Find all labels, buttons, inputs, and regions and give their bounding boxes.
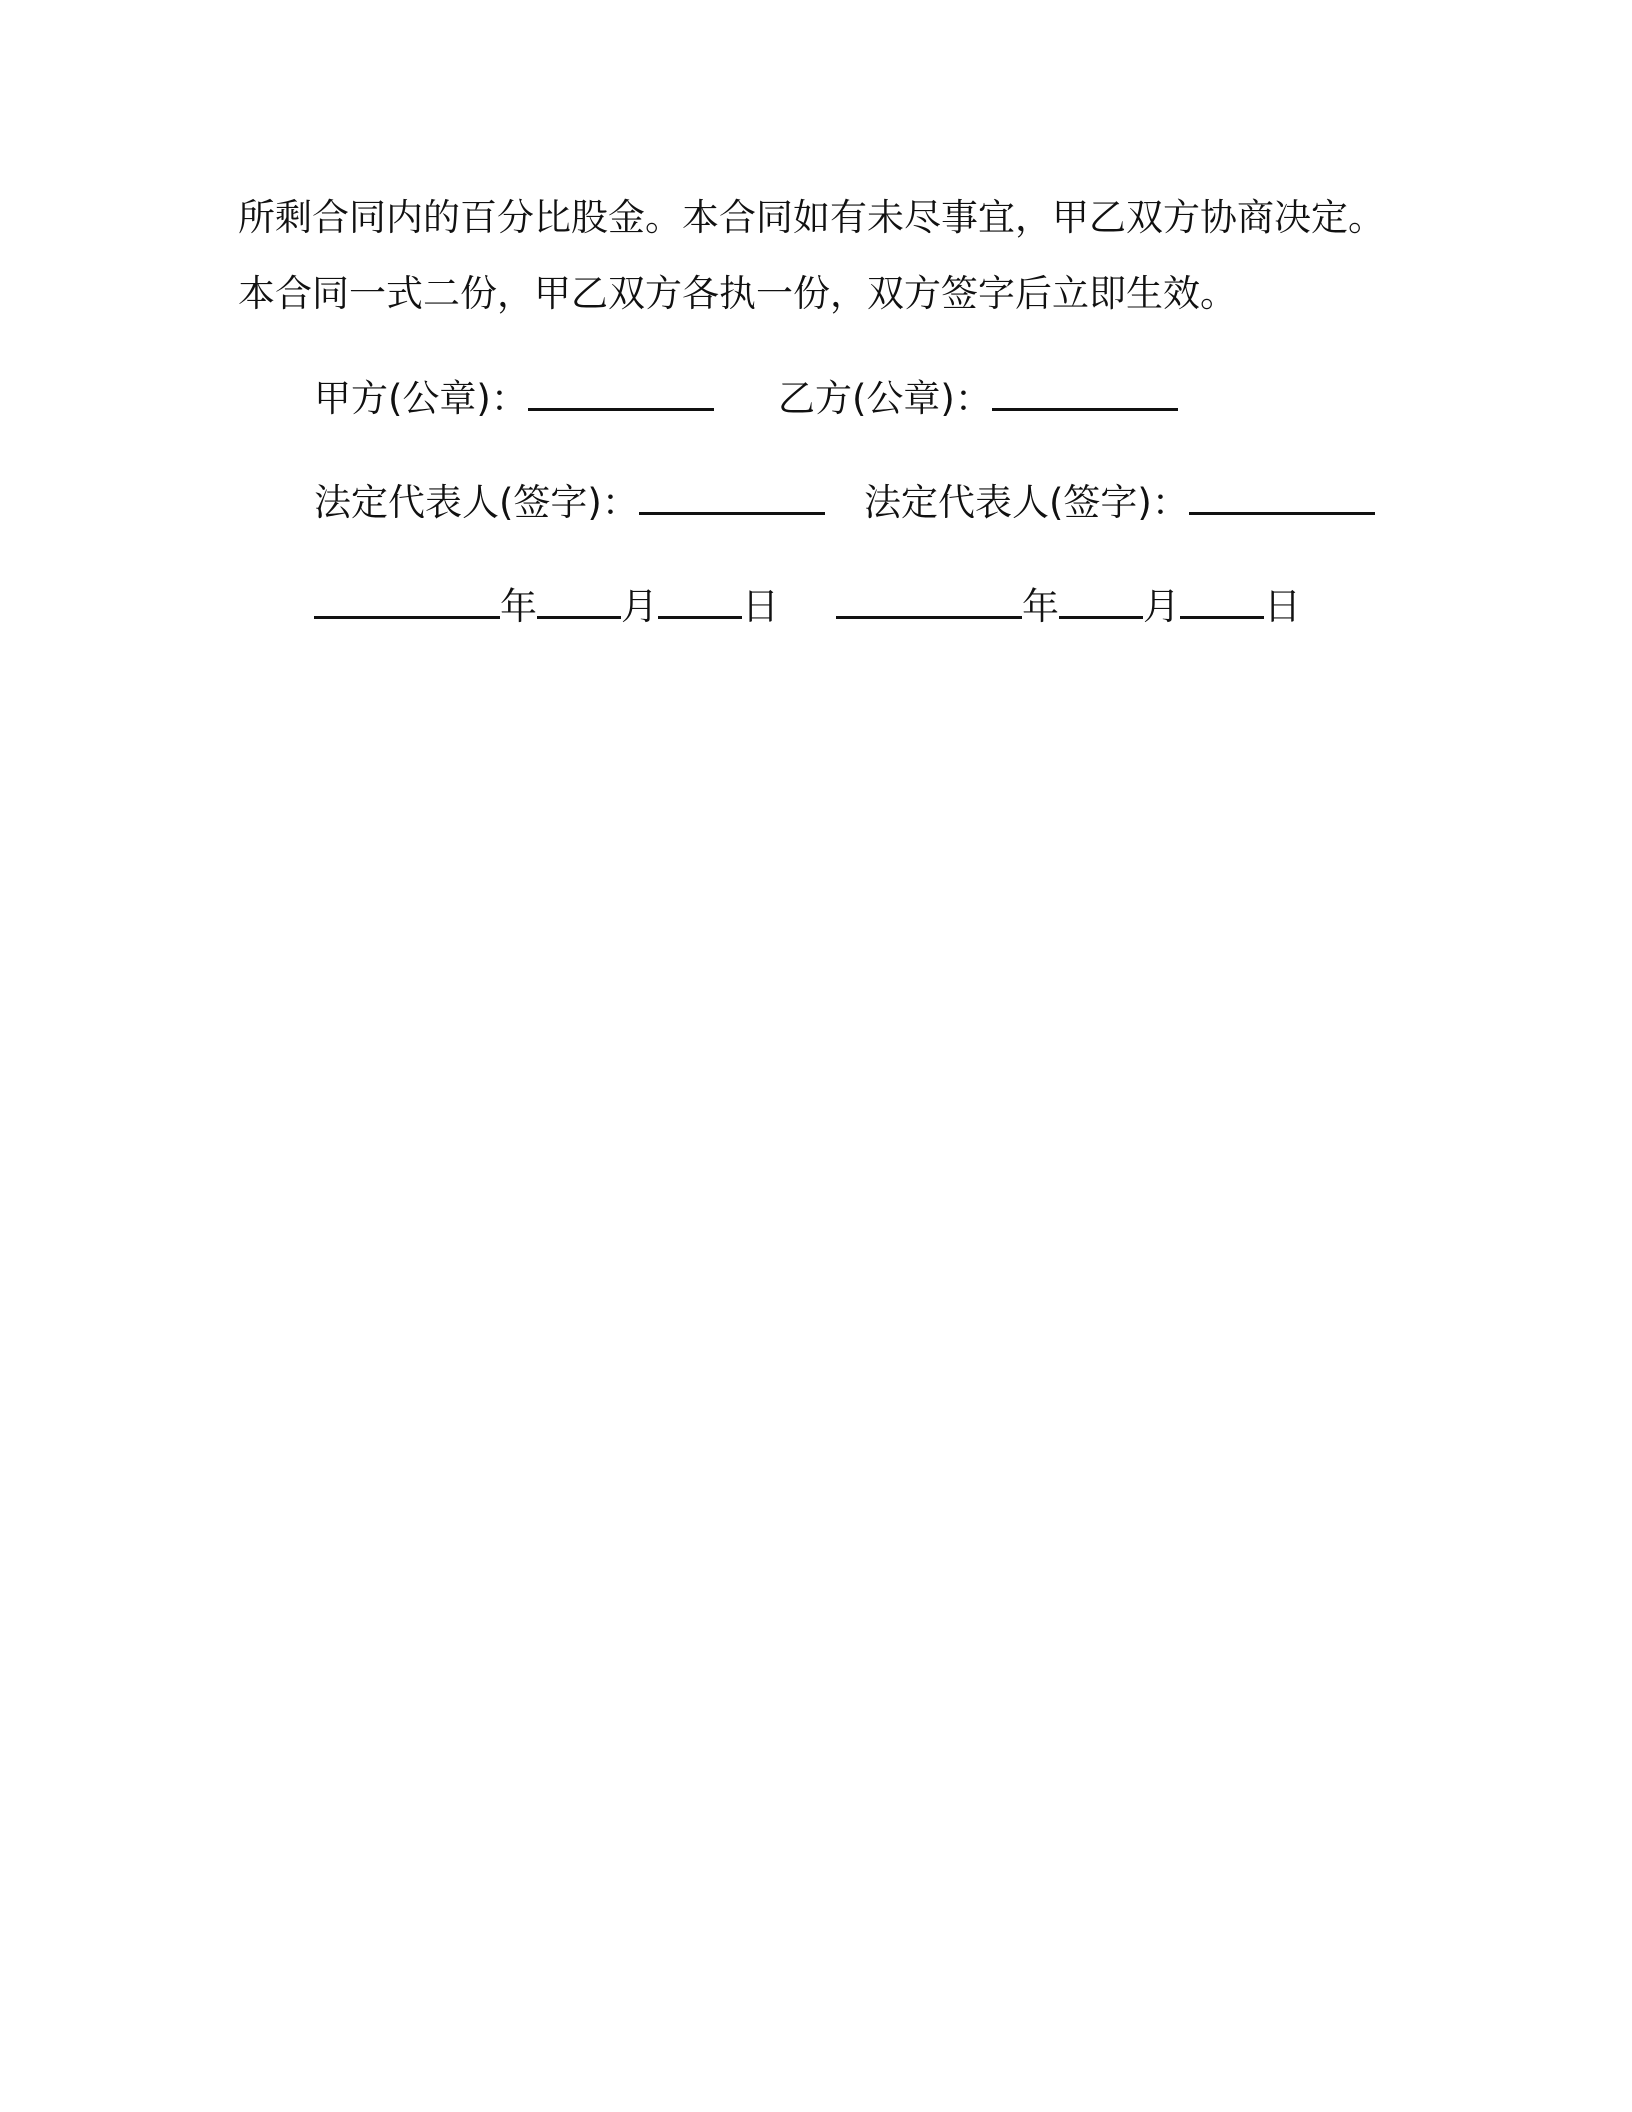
body-text-line-2: 本合同一式二份，甲乙双方各执一份，双方签字后立即生效。 [238, 272, 1237, 315]
party-b-seal-blank[interactable] [992, 374, 1178, 411]
party-a-date [314, 582, 779, 629]
party-b-date [836, 582, 1301, 629]
party-a-month-char: 月 [621, 585, 658, 628]
party-b-rep-blank[interactable] [1189, 478, 1375, 515]
body-text-line-1: 所剩合同内的百分比股金。本合同如有未尽事宜，甲乙双方协商决定。 [238, 196, 1385, 239]
party-a-rep-blank[interactable] [639, 478, 825, 515]
party-b-month-char: 月 [1143, 585, 1180, 628]
party-a-seal [314, 374, 714, 421]
party-a-rep-label: 法定代表人(签字)： [314, 481, 639, 524]
party-a-day-blank[interactable] [658, 582, 742, 619]
party-b-seal [778, 374, 1178, 421]
party-a-day-char: 日 [742, 585, 779, 628]
party-b-year-char: 年 [1022, 585, 1059, 628]
party-b-month-blank[interactable] [1059, 582, 1143, 619]
party-a-seal-label: 甲方(公章)： [314, 377, 528, 420]
party-b-day-blank[interactable] [1180, 582, 1264, 619]
party-b-seal-label: 乙方(公章)： [778, 377, 992, 420]
party-a-representative [314, 478, 825, 525]
party-b-day-char: 日 [1264, 585, 1301, 628]
party-b-year-blank[interactable] [836, 582, 1022, 619]
party-b-rep-label: 法定代表人(签字)： [864, 481, 1189, 524]
party-a-year-char: 年 [500, 585, 537, 628]
party-a-month-blank[interactable] [537, 582, 621, 619]
party-a-year-blank[interactable] [314, 582, 500, 619]
party-a-seal-blank[interactable] [528, 374, 714, 411]
party-b-representative [864, 478, 1375, 525]
